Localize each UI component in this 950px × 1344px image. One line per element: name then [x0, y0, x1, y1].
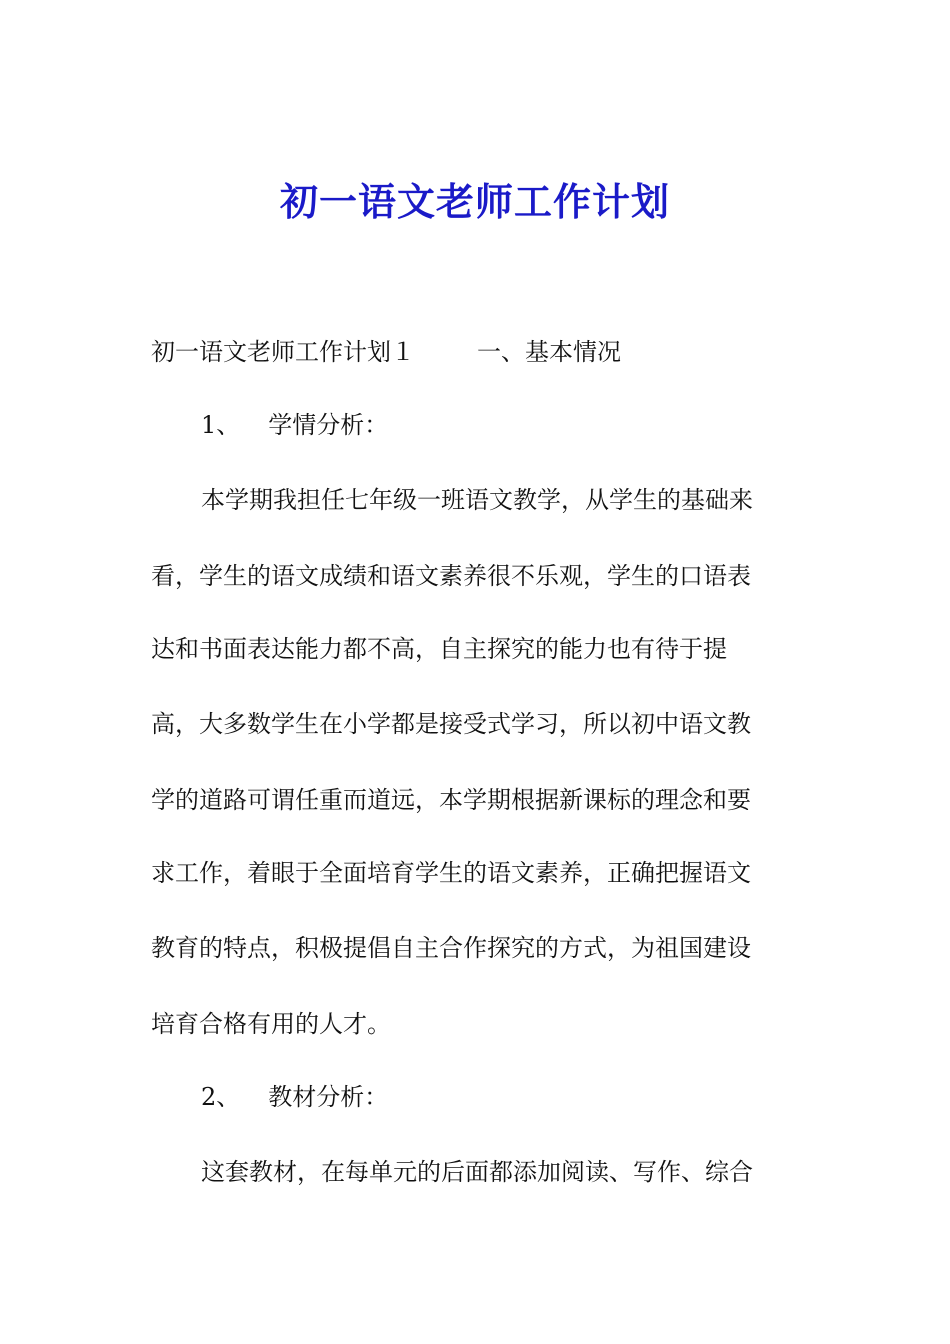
- heading-line: [151, 336, 621, 368]
- paragraph-1-line: 本学期我担任七年级一班语文教学，从学生的基础来: [201, 486, 753, 514]
- paragraph-1-line: 看，学生的语文成绩和语文素养很不乐观，学生的口语表: [151, 562, 751, 590]
- paragraph-1-line: 达和书面表达能力都不高，自主探究的能力也有待于提: [151, 635, 727, 663]
- document-title: 初一语文老师工作计划: [279, 179, 670, 224]
- item-2-heading: [201, 1081, 388, 1113]
- paragraph-1-line: 高，大多数学生在小学都是接受式学习，所以初中语文教: [151, 710, 751, 738]
- paragraph-1-line: 教育的特点，积极提倡自主合作探究的方式，为祖国建设: [151, 934, 751, 962]
- paragraph-1-line: 培育合格有用的人才。: [151, 1010, 391, 1038]
- section-heading: 一、基本情况: [477, 338, 621, 366]
- item-2-number: 2、: [201, 1083, 241, 1111]
- paragraph-2-line: 这套教材，在每单元的后面都添加阅读、写作、综合: [201, 1158, 753, 1186]
- item-1-number: 1、: [201, 411, 241, 439]
- item-2-label: 教材分析：: [268, 1083, 389, 1111]
- paragraph-1-line: 求工作，着眼于全面培育学生的语文素养，正确把握语文: [151, 859, 751, 887]
- item-1-label: 学情分析：: [268, 411, 389, 439]
- paragraph-1-line: 学的道路可谓任重而道远，本学期根据新课标的理念和要: [151, 786, 751, 814]
- item-1-heading: [201, 409, 388, 441]
- plan-label: 初一语文老师工作计划１: [151, 338, 415, 366]
